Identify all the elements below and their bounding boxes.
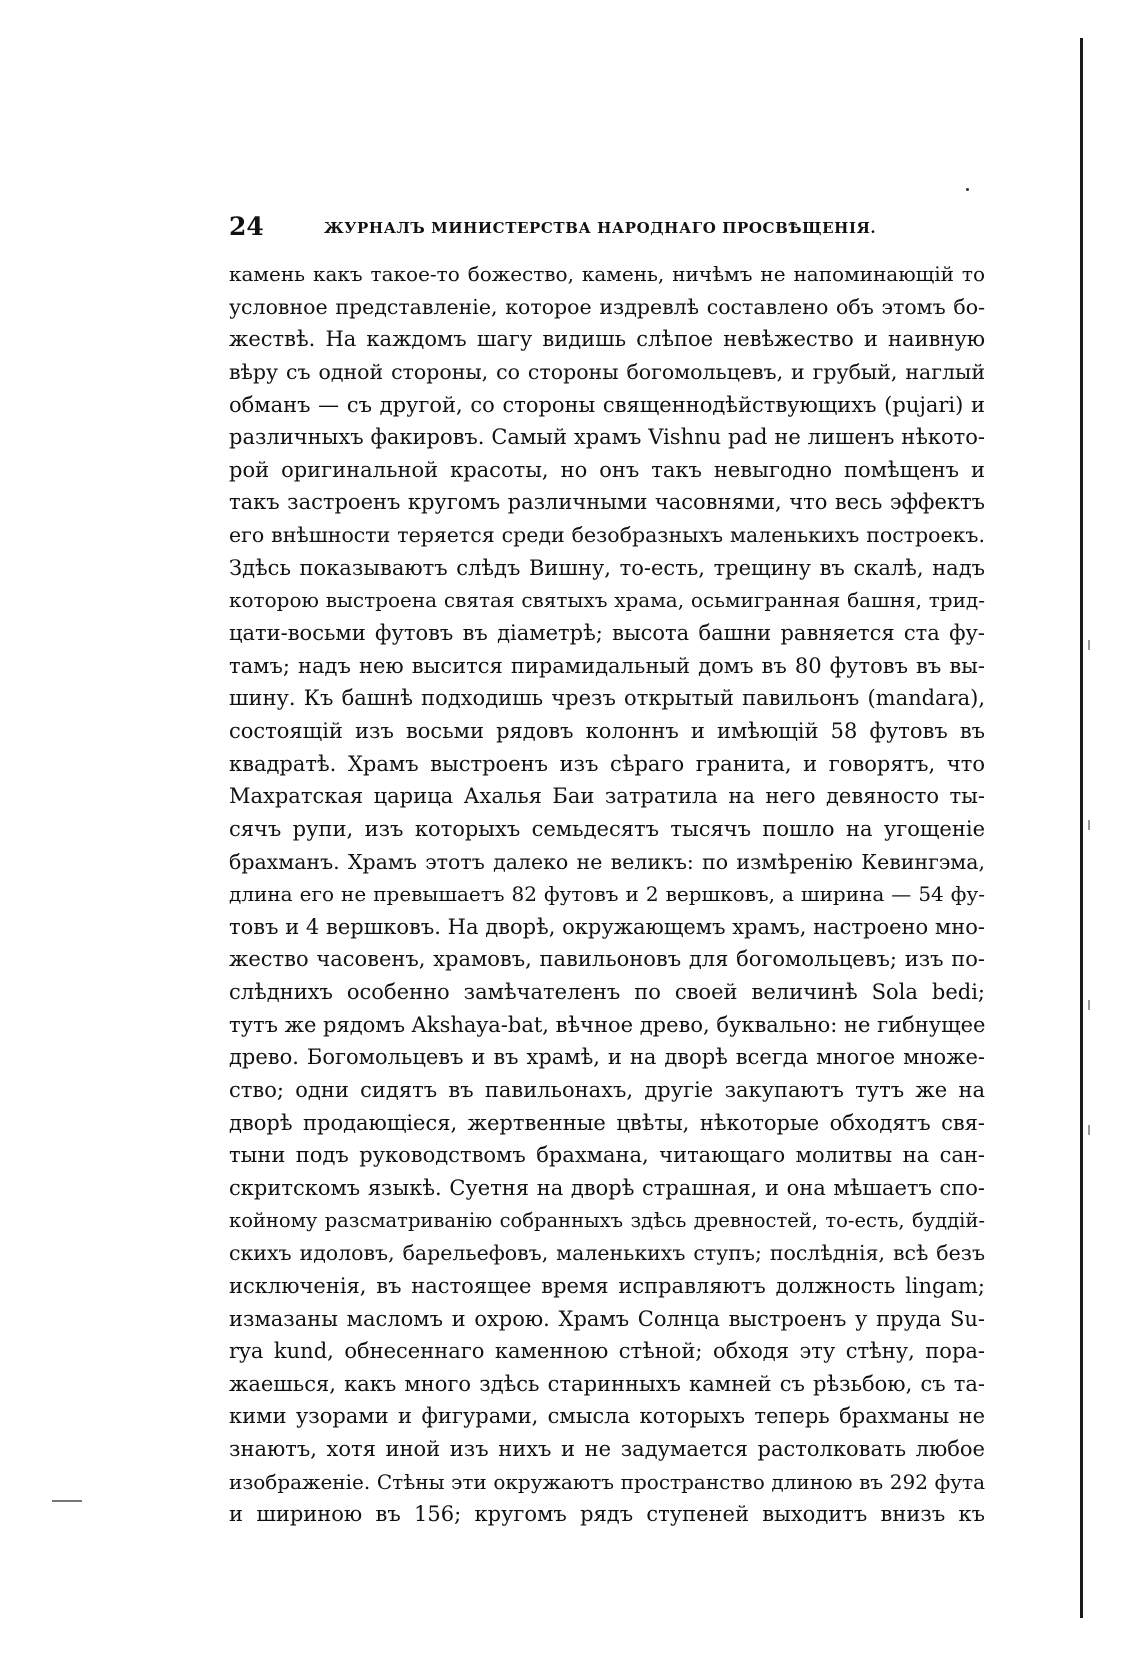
- text-line: жество часовенъ, храмовъ, павильоновъ для богомольцевъ; изъ по-: [229, 947, 985, 972]
- text-line: которою выстроена святая святыхъ храма, осьмигранная башня, трид-: [229, 588, 985, 613]
- text-line: цати-восьми футовъ въ діаметрѣ; высота башни равняется ста фу-: [229, 621, 985, 646]
- margin-tick: [1088, 820, 1090, 830]
- text-line: древо. Богомольцевъ и въ храмѣ, и на дворѣ всегда многое множе-: [229, 1045, 985, 1070]
- text-line: измазаны масломъ и охрою. Храмъ Солнца выстроенъ у пруда Su-: [229, 1306, 985, 1331]
- text-line: тутъ же рядомъ Akshaya-bat, вѣчное древо, буквально: не гибнущее: [229, 1012, 985, 1037]
- margin-tick: [1088, 1000, 1090, 1010]
- text-line: кими узорами и фигурами, смысла которыхъ теперь брахманы не: [229, 1404, 985, 1429]
- text-line: длина его не превышаетъ 82 футовъ и 2 вершковъ, а ширина — 54 фу-: [229, 882, 985, 907]
- text-line: тамъ; надъ нею высится пирамидальный домъ въ 80 футовъ въ вы-: [229, 653, 985, 678]
- text-line: его внѣшности теряется среди безобразныхъ маленькихъ построекъ.: [229, 523, 985, 548]
- margin-tick: [1088, 640, 1090, 650]
- text-line: и шириною въ 156; кругомъ рядъ ступеней выходитъ внизъ къ: [229, 1502, 985, 1527]
- body-text: [229, 258, 985, 1531]
- text-line: скритскомъ языкѣ. Суетня на дворѣ страшная, и она мѣшаетъ спо-: [229, 1175, 985, 1200]
- binding-edge-shadow: [1080, 38, 1083, 1618]
- text-line: шину. Къ башнѣ подходишь чрезъ открытый павильонъ (mandara),: [229, 686, 985, 711]
- text-line: товъ и 4 вершковъ. На дворѣ, окружающемъ храмъ, настроено мно-: [229, 914, 985, 939]
- text-line: такъ застроенъ кругомъ различными часовнями, что весь эффектъ: [229, 490, 985, 515]
- text-line: сячъ рупи, изъ которыхъ семьдесятъ тысячъ пошло на угощеніе: [229, 816, 985, 841]
- text-line: камень какъ такое-то божество, камень, ничѣмъ не напоминающій то: [229, 262, 985, 286]
- page-number: 24: [229, 212, 264, 241]
- page-header: [229, 212, 985, 242]
- text-line: слѣднихъ особенно замѣчателенъ по своей величинѣ Sola bedi;: [229, 980, 985, 1005]
- text-line: ство; одни сидятъ въ павильонахъ, другіе закупаютъ тутъ же на: [229, 1078, 985, 1103]
- text-line: жествѣ. На каждомъ шагу видишь слѣпое невѣжество и наивную: [229, 327, 985, 352]
- text-line: rya kund, обнесеннаго каменною стѣной; обходя эту стѣну, пора-: [229, 1339, 985, 1364]
- text-line: условное представленіе, которое издревлѣ составлено объ этомъ бо-: [229, 294, 985, 319]
- margin-tick: [1088, 1125, 1090, 1135]
- text-line: изображеніе. Стѣны эти окружаютъ пространство длиною въ 292 фута: [229, 1469, 985, 1494]
- text-line: Здѣсь показываютъ слѣдъ Вишну, то-есть, трещину въ скалѣ, надъ: [229, 555, 985, 580]
- text-line: рой оригинальной красоты, но онъ такъ невыгодно помѣщенъ и: [229, 457, 985, 482]
- text-line: вѣру съ одной стороны, со стороны богомольцевъ, и грубый, наглый: [229, 359, 985, 384]
- speck-mark: [966, 188, 969, 191]
- margin-mark: [52, 1500, 82, 1502]
- text-line: обманъ — съ другой, со стороны священнодѣйствующихъ (pujari) и: [229, 392, 985, 417]
- text-line: жаешься, какъ много здѣсь старинныхъ камней съ рѣзьбою, съ та-: [229, 1371, 985, 1396]
- text-line: тыни подъ руководствомъ брахмана, читающаго молитвы на сан-: [229, 1143, 985, 1168]
- text-line: брахманъ. Храмъ этотъ далеко не великъ: по измѣренію Кевингэма,: [229, 849, 985, 874]
- text-line: исключенія, въ настоящее время исправляютъ должность lingam;: [229, 1273, 985, 1298]
- text-line: дворѣ продающіеся, жертвенные цвѣты, нѣкоторые обходятъ свя-: [229, 1110, 985, 1135]
- text-line: состоящій изъ восьми рядовъ колоннъ и имѣющій 58 футовъ въ: [229, 718, 985, 743]
- text-line: скихъ идоловъ, барельефовъ, маленькихъ ступъ; послѣднія, всѣ безъ: [229, 1241, 985, 1266]
- text-line: Махратская царица Ахалья Баи затратила на него девяносто ты-: [229, 784, 985, 809]
- text-line: квадратѣ. Храмъ выстроенъ изъ сѣраго гранита, и говорятъ, что: [229, 751, 985, 776]
- running-title: ЖУРНАЛЪ МИНИСТЕРСТВА НАРОДНАГО ПРОСВѢЩЕНІЯ.: [324, 219, 877, 237]
- text-line: знаютъ, хотя иной изъ нихъ и не задумается растолковать любое: [229, 1437, 985, 1462]
- text-line: различныхъ факировъ. Самый храмъ Vishnu pad не лишенъ нѣкото-: [229, 425, 985, 450]
- text-line: койному разсматриванію собранныхъ здѣсь древностей, то-есть, буддій-: [229, 1208, 985, 1232]
